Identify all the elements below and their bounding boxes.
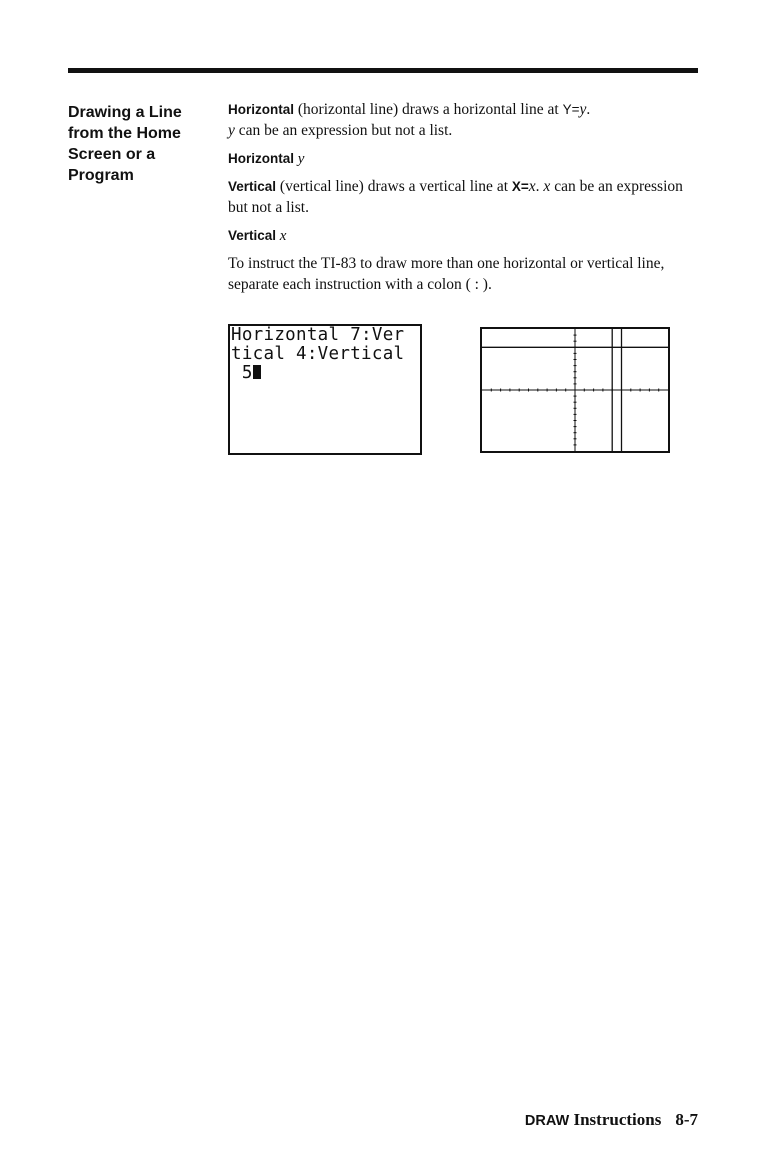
home-screen-line: 5 bbox=[230, 364, 420, 383]
page-number: 8-7 bbox=[675, 1110, 698, 1129]
home-screen bbox=[228, 324, 422, 455]
footer-section: DRAW bbox=[524, 1113, 570, 1129]
home-screen-line: tical 4:Vertical bbox=[231, 344, 405, 364]
horizontal-description: Horizontal (horizontal line) draws a horizontal line at Y=y. y can be an expression but not a list. bbox=[228, 101, 591, 139]
section-heading-line: Drawing a Line bbox=[68, 104, 182, 121]
home-screen-line: Horizontal 7:Ver bbox=[231, 325, 405, 345]
graph-screen bbox=[480, 327, 670, 453]
page-footer bbox=[525, 1110, 698, 1130]
section-heading-line: Program bbox=[68, 167, 134, 184]
vertical-syntax: Vertical x bbox=[228, 228, 287, 244]
command-name: Vertical bbox=[228, 179, 277, 194]
vertical-description: Vertical (vertical line) draws a vertical line at X=x. x can be an expression but not a list. bbox=[228, 178, 683, 216]
calculator-screens bbox=[228, 324, 698, 456]
body-column bbox=[228, 100, 703, 303]
section-heading bbox=[68, 102, 208, 186]
multiple-lines-note: To instruct the TI-83 to draw more than one horizontal or vertical line, separate each instruction with a colon ( : ). bbox=[228, 255, 665, 293]
cursor-icon bbox=[253, 365, 261, 379]
section-heading-line: from the Home bbox=[68, 125, 181, 142]
y-equals: Y= bbox=[562, 102, 580, 117]
x-equals: X= bbox=[511, 179, 529, 194]
horizontal-syntax: Horizontal y bbox=[228, 151, 305, 167]
section-heading-line: Screen or a bbox=[68, 146, 156, 163]
command-name: Horizontal bbox=[228, 102, 294, 117]
top-rule bbox=[68, 68, 698, 73]
footer-title: Instructions bbox=[573, 1110, 662, 1129]
